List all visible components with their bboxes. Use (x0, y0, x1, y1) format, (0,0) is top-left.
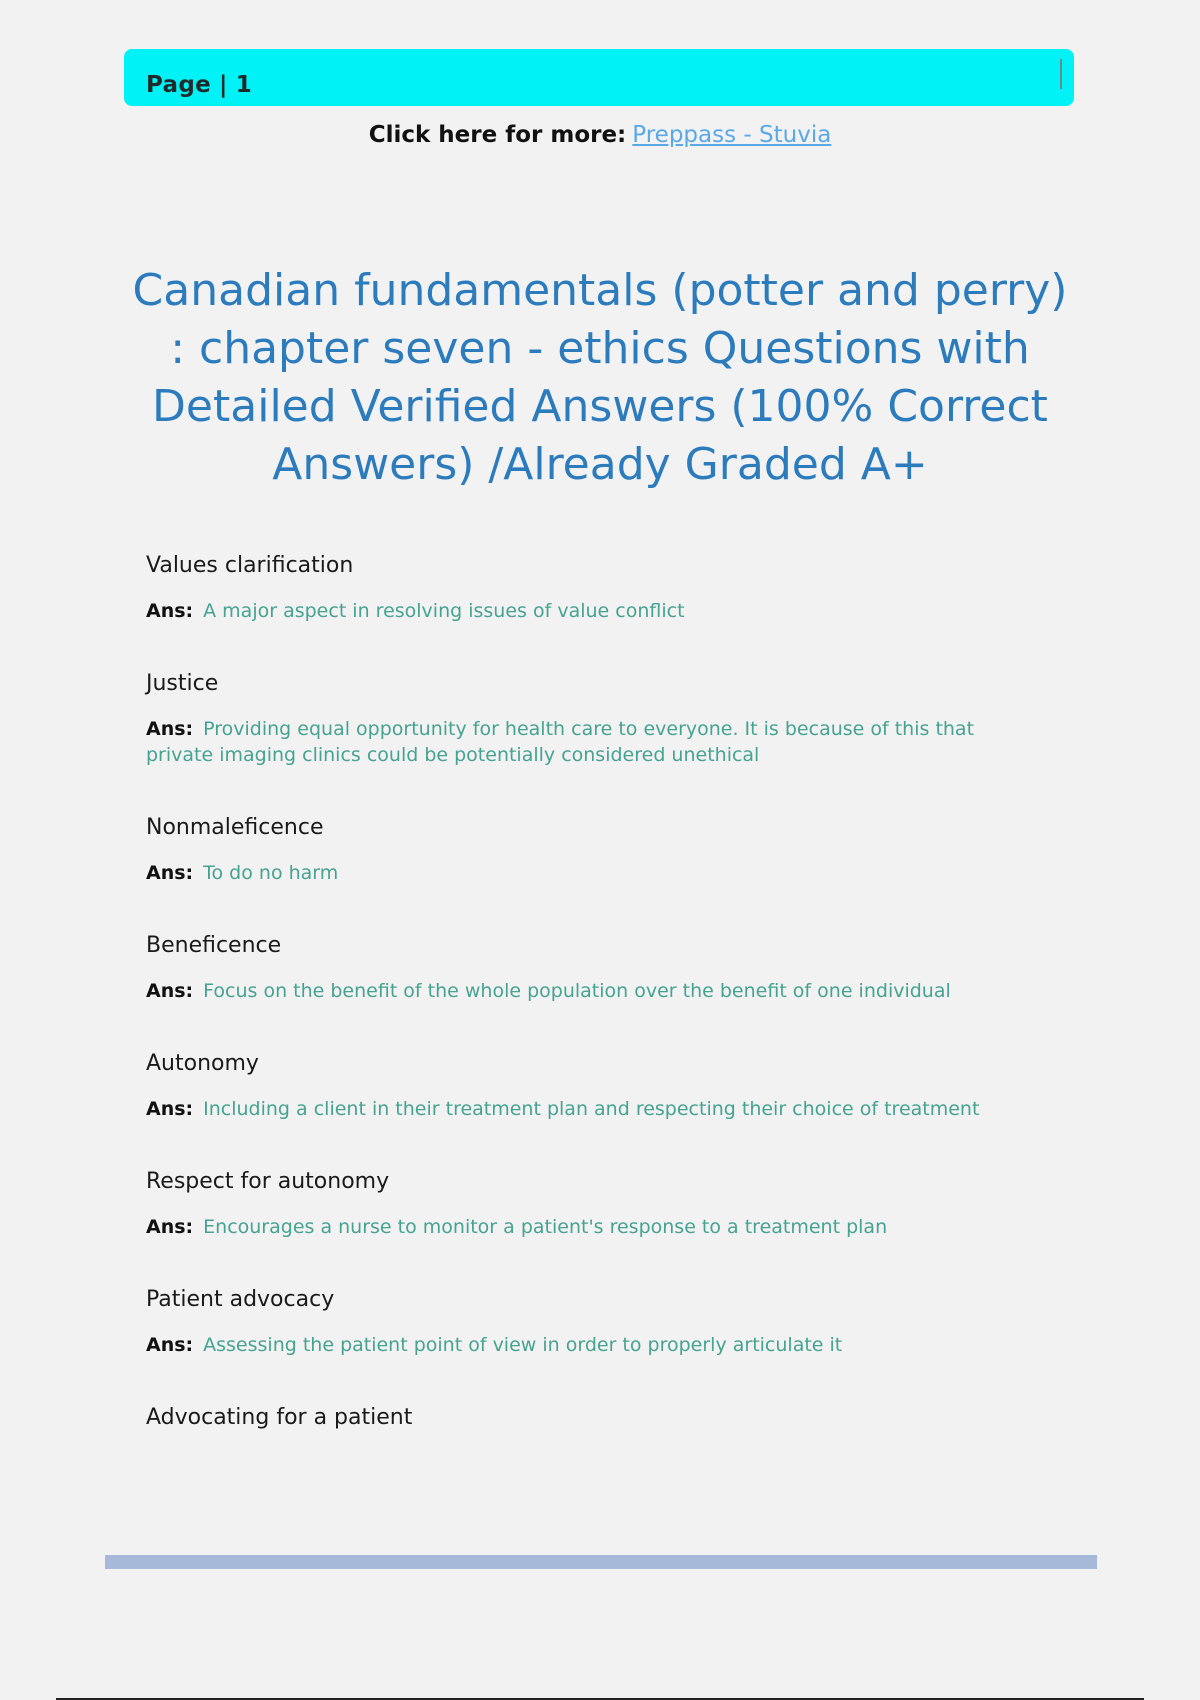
qa-term: Justice (146, 671, 219, 696)
qa-item (146, 1168, 1026, 1240)
answer-text: To do no harm (203, 862, 339, 884)
qa-term: Autonomy (146, 1051, 259, 1076)
qa-term: Beneficence (146, 933, 282, 958)
qa-answer (146, 598, 1026, 624)
ans-label: Ans: (146, 862, 194, 884)
qa-answer (146, 860, 1026, 886)
qa-answer (146, 978, 1026, 1004)
page-header-bar (124, 49, 1074, 106)
qa-answer (146, 716, 1026, 768)
qa-item (146, 1286, 1026, 1358)
answer-text: Providing equal opportunity for health care to everyone. It is because of this that private imaging clinics could be potentially considered unethical (146, 718, 975, 766)
ans-label: Ans: (146, 980, 194, 1002)
qa-item (146, 1404, 1026, 1432)
answer-text: Assessing the patient point of view in order to properly articulate it (203, 1334, 843, 1356)
qa-item (146, 1050, 1026, 1122)
qa-answer (146, 1332, 1026, 1358)
page-number: 1 (235, 72, 253, 98)
preppass-stuvia-link[interactable]: Preppass - Stuvia (632, 122, 832, 148)
qa-term: Patient advocacy (146, 1287, 335, 1312)
document-title: Canadian fundamentals (potter and perry) : chapter seven - ethics Questions with Detailed Verified Answers (100% Correct Answers) /Already Graded A+ (132, 265, 1068, 490)
qa-item (146, 670, 1026, 768)
footer-bar (105, 1555, 1097, 1569)
qa-answer (146, 1096, 1026, 1122)
ans-label: Ans: (146, 600, 194, 622)
qa-item (146, 552, 1026, 624)
answer-text: A major aspect in resolving issues of value conflict (203, 600, 685, 622)
header-edge-mark (1060, 59, 1062, 89)
qa-item (146, 932, 1026, 1004)
answer-text: Focus on the benefit of the whole population over the benefit of one individual (203, 980, 951, 1002)
qa-term: Values clarification (146, 553, 354, 578)
page-number-label (146, 72, 252, 98)
qa-item (146, 814, 1026, 886)
qa-term: Advocating for a patient (146, 1405, 413, 1430)
answer-text: Including a client in their treatment plan and respecting their choice of treatment (203, 1098, 980, 1120)
page-word: Page (146, 72, 212, 98)
ans-label: Ans: (146, 1334, 194, 1356)
more-label: Click here for more: (368, 122, 627, 148)
ans-label: Ans: (146, 1098, 194, 1120)
answer-text: Encourages a nurse to monitor a patient's response to a treatment plan (203, 1216, 888, 1238)
ans-label: Ans: (146, 1216, 194, 1238)
ans-label: Ans: (146, 718, 194, 740)
qa-answer (146, 1214, 1026, 1240)
page-separator: | (219, 72, 228, 98)
more-line (0, 122, 1200, 148)
qa-list (146, 552, 1026, 1478)
qa-term: Nonmaleficence (146, 815, 324, 840)
qa-term: Respect for autonomy (146, 1169, 390, 1194)
